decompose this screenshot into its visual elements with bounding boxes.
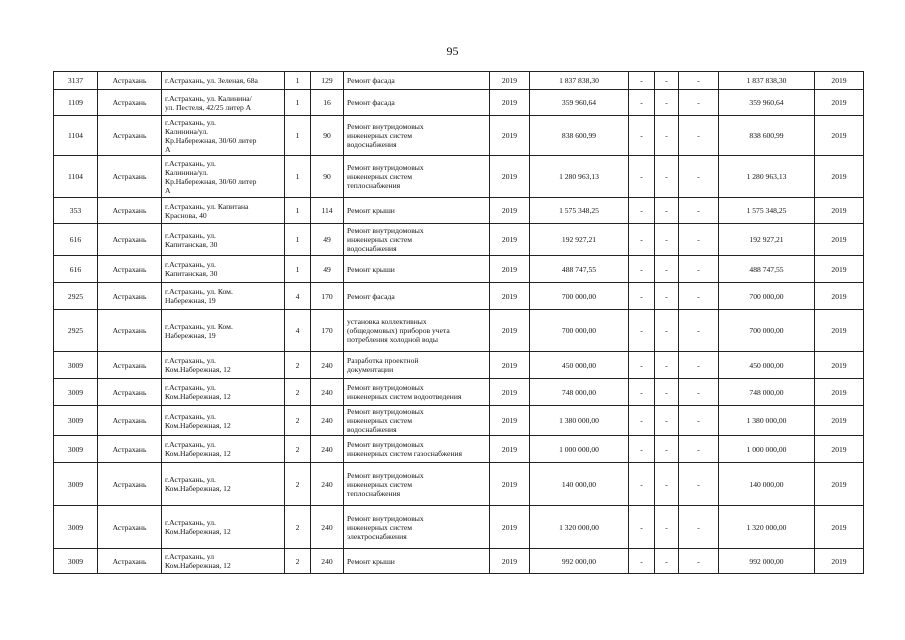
building-number-cell: 2	[285, 506, 311, 549]
table-row	[54, 463, 864, 506]
cost-cell: 992 000,00	[530, 549, 629, 574]
dash-cell-2: -	[655, 224, 679, 256]
city-cell: Астрахань	[98, 310, 162, 352]
completion-year-cell: 2019	[815, 72, 864, 90]
total-cost-cell: 992 000,00	[719, 549, 815, 574]
count-cell: 240	[311, 352, 344, 379]
count-cell: 170	[311, 283, 344, 310]
dash-cell-3: -	[679, 310, 719, 352]
count-cell: 240	[311, 506, 344, 549]
work-type-cell: Ремонт фасада	[344, 72, 490, 90]
city-cell: Астрахань	[98, 549, 162, 574]
cost-cell: 700 000,00	[530, 310, 629, 352]
cost-cell: 1 837 838,30	[530, 72, 629, 90]
table-row	[54, 436, 864, 463]
dash-cell-1: -	[629, 506, 655, 549]
address-cell: г.Астрахань, ул. Ком. Набережная, 19	[162, 310, 285, 352]
city-cell: Астрахань	[98, 463, 162, 506]
cost-cell: 450 000,00	[530, 352, 629, 379]
dash-cell-2: -	[655, 436, 679, 463]
dash-cell-2: -	[655, 506, 679, 549]
table-row	[54, 549, 864, 574]
building-number-cell: 4	[285, 310, 311, 352]
count-cell: 240	[311, 379, 344, 406]
object-id-cell: 1104	[54, 156, 98, 198]
object-id-cell: 3009	[54, 436, 98, 463]
count-cell: 49	[311, 256, 344, 283]
work-type-cell: Ремонт фасада	[344, 90, 490, 116]
address-cell: г.Астрахань, ул. Ком.Набережная, 12	[162, 406, 285, 436]
cost-cell: 1 575 348,25	[530, 198, 629, 224]
dash-cell-3: -	[679, 256, 719, 283]
total-cost-cell: 1 000 000,00	[719, 436, 815, 463]
dash-cell-3: -	[679, 549, 719, 574]
address-cell: г.Астрахань, ул. Зеленая, 68а	[162, 72, 285, 90]
object-id-cell: 3137	[54, 72, 98, 90]
table-row	[54, 379, 864, 406]
cost-cell: 1 380 000,00	[530, 406, 629, 436]
building-number-cell: 4	[285, 283, 311, 310]
table-row	[54, 283, 864, 310]
city-cell: Астрахань	[98, 156, 162, 198]
dash-cell-1: -	[629, 406, 655, 436]
dash-cell-2: -	[655, 198, 679, 224]
city-cell: Астрахань	[98, 436, 162, 463]
completion-year-cell: 2019	[815, 310, 864, 352]
city-cell: Астрахань	[98, 406, 162, 436]
work-type-cell: Ремонт внутридомовых инженерных систем водоотведения	[344, 379, 490, 406]
dash-cell-3: -	[679, 283, 719, 310]
year-cell: 2019	[490, 406, 530, 436]
city-cell: Астрахань	[98, 506, 162, 549]
building-number-cell: 2	[285, 406, 311, 436]
year-cell: 2019	[490, 224, 530, 256]
dash-cell-2: -	[655, 379, 679, 406]
dash-cell-2: -	[655, 72, 679, 90]
completion-year-cell: 2019	[815, 506, 864, 549]
dash-cell-3: -	[679, 198, 719, 224]
work-type-cell: Ремонт внутридомовых инженерных систем теплоснабжения	[344, 463, 490, 506]
address-cell: г.Астрахань, ул. Ком.Набережная, 12	[162, 463, 285, 506]
dash-cell-1: -	[629, 224, 655, 256]
dash-cell-3: -	[679, 90, 719, 116]
cost-cell: 1 320 000,00	[530, 506, 629, 549]
total-cost-cell: 1 575 348,25	[719, 198, 815, 224]
completion-year-cell: 2019	[815, 116, 864, 156]
object-id-cell: 2925	[54, 283, 98, 310]
count-cell: 16	[311, 90, 344, 116]
address-cell: г.Астрахань, ул. Ком.Набережная, 12	[162, 506, 285, 549]
table-row	[54, 310, 864, 352]
building-number-cell: 1	[285, 198, 311, 224]
dash-cell-1: -	[629, 256, 655, 283]
cost-cell: 192 927,21	[530, 224, 629, 256]
object-id-cell: 3009	[54, 379, 98, 406]
year-cell: 2019	[490, 156, 530, 198]
object-id-cell: 1104	[54, 116, 98, 156]
table-row	[54, 506, 864, 549]
total-cost-cell: 1 320 000,00	[719, 506, 815, 549]
building-number-cell: 2	[285, 352, 311, 379]
table-row	[54, 352, 864, 379]
address-cell: г.Астрахань, ул. Ком.Набережная, 12	[162, 352, 285, 379]
city-cell: Астрахань	[98, 72, 162, 90]
year-cell: 2019	[490, 463, 530, 506]
completion-year-cell: 2019	[815, 352, 864, 379]
dash-cell-2: -	[655, 352, 679, 379]
completion-year-cell: 2019	[815, 224, 864, 256]
dash-cell-1: -	[629, 352, 655, 379]
table-body	[54, 72, 864, 574]
dash-cell-2: -	[655, 463, 679, 506]
year-cell: 2019	[490, 549, 530, 574]
dash-cell-1: -	[629, 436, 655, 463]
dash-cell-3: -	[679, 379, 719, 406]
dash-cell-3: -	[679, 116, 719, 156]
year-cell: 2019	[490, 379, 530, 406]
dash-cell-3: -	[679, 156, 719, 198]
address-cell: г.Астрахань, ул. Капитанская, 30	[162, 224, 285, 256]
table-row	[54, 406, 864, 436]
count-cell: 240	[311, 549, 344, 574]
dash-cell-3: -	[679, 224, 719, 256]
city-cell: Астрахань	[98, 224, 162, 256]
work-type-cell: Ремонт крыши	[344, 549, 490, 574]
table-row	[54, 256, 864, 283]
count-cell: 240	[311, 406, 344, 436]
dash-cell-3: -	[679, 506, 719, 549]
work-type-cell: Ремонт внутридомовых инженерных систем водоснабжения	[344, 406, 490, 436]
year-cell: 2019	[490, 352, 530, 379]
dash-cell-1: -	[629, 549, 655, 574]
cost-cell: 1 280 963,13	[530, 156, 629, 198]
address-cell: г.Астрахань, ул. Ком. Набережная, 19	[162, 283, 285, 310]
building-number-cell: 1	[285, 156, 311, 198]
count-cell: 170	[311, 310, 344, 352]
completion-year-cell: 2019	[815, 379, 864, 406]
address-cell: г.Астрахань, ул. Капитанская, 30	[162, 256, 285, 283]
count-cell: 240	[311, 463, 344, 506]
city-cell: Астрахань	[98, 379, 162, 406]
work-type-cell: Ремонт внутридомовых инженерных систем газоснабжения	[344, 436, 490, 463]
city-cell: Астрахань	[98, 90, 162, 116]
completion-year-cell: 2019	[815, 198, 864, 224]
year-cell: 2019	[490, 198, 530, 224]
work-type-cell: Ремонт крыши	[344, 198, 490, 224]
dash-cell-1: -	[629, 90, 655, 116]
completion-year-cell: 2019	[815, 156, 864, 198]
total-cost-cell: 140 000,00	[719, 463, 815, 506]
table-row	[54, 116, 864, 156]
object-id-cell: 3009	[54, 549, 98, 574]
total-cost-cell: 192 927,21	[719, 224, 815, 256]
total-cost-cell: 1 837 838,30	[719, 72, 815, 90]
building-number-cell: 1	[285, 224, 311, 256]
address-cell: г.Астрахань, ул. Ком.Набережная, 12	[162, 379, 285, 406]
table-row	[54, 156, 864, 198]
year-cell: 2019	[490, 90, 530, 116]
address-cell: г.Астрахань, ул Ком.Набережная, 12	[162, 549, 285, 574]
total-cost-cell: 488 747,55	[719, 256, 815, 283]
dash-cell-1: -	[629, 72, 655, 90]
work-type-cell: Ремонт крыши	[344, 256, 490, 283]
city-cell: Астрахань	[98, 283, 162, 310]
completion-year-cell: 2019	[815, 283, 864, 310]
cost-cell: 838 600,99	[530, 116, 629, 156]
dash-cell-3: -	[679, 406, 719, 436]
completion-year-cell: 2019	[815, 90, 864, 116]
object-id-cell: 616	[54, 256, 98, 283]
year-cell: 2019	[490, 283, 530, 310]
page-number: 95	[446, 44, 459, 58]
count-cell: 90	[311, 116, 344, 156]
object-id-cell: 3009	[54, 506, 98, 549]
dash-cell-2: -	[655, 90, 679, 116]
year-cell: 2019	[490, 72, 530, 90]
year-cell: 2019	[490, 310, 530, 352]
completion-year-cell: 2019	[815, 406, 864, 436]
table-row	[54, 90, 864, 116]
work-type-cell: Ремонт внутридомовых инженерных систем теплоснабжения	[344, 156, 490, 198]
cost-cell: 359 960,64	[530, 90, 629, 116]
city-cell: Астрахань	[98, 256, 162, 283]
cost-cell: 700 000,00	[530, 283, 629, 310]
work-type-cell: Ремонт внутридомовых инженерных систем электроснабжения	[344, 506, 490, 549]
dash-cell-2: -	[655, 549, 679, 574]
table-row	[54, 198, 864, 224]
dash-cell-3: -	[679, 436, 719, 463]
building-number-cell: 1	[285, 90, 311, 116]
total-cost-cell: 450 000,00	[719, 352, 815, 379]
building-number-cell: 1	[285, 116, 311, 156]
total-cost-cell: 700 000,00	[719, 310, 815, 352]
work-type-cell: Ремонт внутридомовых инженерных систем водоснабжения	[344, 224, 490, 256]
dash-cell-2: -	[655, 116, 679, 156]
cost-cell: 140 000,00	[530, 463, 629, 506]
address-cell: г.Астрахань, ул. Калинина/ ул. Пестеля, 42/25 литер А	[162, 90, 285, 116]
dash-cell-1: -	[629, 198, 655, 224]
work-type-cell: Ремонт внутридомовых инженерных систем водоснабжения	[344, 116, 490, 156]
dash-cell-3: -	[679, 352, 719, 379]
total-cost-cell: 1 280 963,13	[719, 156, 815, 198]
total-cost-cell: 748 000,00	[719, 379, 815, 406]
building-number-cell: 2	[285, 549, 311, 574]
completion-year-cell: 2019	[815, 436, 864, 463]
count-cell: 49	[311, 224, 344, 256]
city-cell: Астрахань	[98, 116, 162, 156]
building-number-cell: 1	[285, 256, 311, 283]
dash-cell-2: -	[655, 310, 679, 352]
completion-year-cell: 2019	[815, 549, 864, 574]
completion-year-cell: 2019	[815, 463, 864, 506]
total-cost-cell: 838 600,99	[719, 116, 815, 156]
year-cell: 2019	[490, 116, 530, 156]
dash-cell-1: -	[629, 379, 655, 406]
count-cell: 114	[311, 198, 344, 224]
object-id-cell: 2925	[54, 310, 98, 352]
work-type-cell: Ремонт фасада	[344, 283, 490, 310]
count-cell: 240	[311, 436, 344, 463]
count-cell: 90	[311, 156, 344, 198]
dash-cell-2: -	[655, 256, 679, 283]
year-cell: 2019	[490, 436, 530, 463]
total-cost-cell: 700 000,00	[719, 283, 815, 310]
building-number-cell: 1	[285, 72, 311, 90]
address-cell: г.Астрахань, ул. Ком.Набережная, 12	[162, 436, 285, 463]
cost-cell: 748 000,00	[530, 379, 629, 406]
building-number-cell: 2	[285, 463, 311, 506]
work-type-cell: установка коллективных (общедомовых) приборов учета потребления холодной воды	[344, 310, 490, 352]
object-id-cell: 3009	[54, 352, 98, 379]
cost-cell: 488 747,55	[530, 256, 629, 283]
repair-program-table	[53, 71, 864, 574]
dash-cell-1: -	[629, 283, 655, 310]
table-row	[54, 224, 864, 256]
year-cell: 2019	[490, 506, 530, 549]
total-cost-cell: 1 380 000,00	[719, 406, 815, 436]
city-cell: Астрахань	[98, 198, 162, 224]
dash-cell-3: -	[679, 463, 719, 506]
building-number-cell: 2	[285, 379, 311, 406]
address-cell: г.Астрахань, ул. Капитана Краснова, 40	[162, 198, 285, 224]
work-type-cell: Разработка проектной документации	[344, 352, 490, 379]
dash-cell-1: -	[629, 310, 655, 352]
dash-cell-2: -	[655, 156, 679, 198]
table-row	[54, 72, 864, 90]
completion-year-cell: 2019	[815, 256, 864, 283]
dash-cell-1: -	[629, 463, 655, 506]
address-cell: г.Астрахань, ул. Калинина/ул. Кр.Набережная, 30/60 литер А	[162, 156, 285, 198]
dash-cell-2: -	[655, 283, 679, 310]
cost-cell: 1 000 000,00	[530, 436, 629, 463]
year-cell: 2019	[490, 256, 530, 283]
building-number-cell: 2	[285, 436, 311, 463]
count-cell: 129	[311, 72, 344, 90]
dash-cell-3: -	[679, 72, 719, 90]
dash-cell-1: -	[629, 116, 655, 156]
object-id-cell: 353	[54, 198, 98, 224]
object-id-cell: 1109	[54, 90, 98, 116]
object-id-cell: 616	[54, 224, 98, 256]
city-cell: Астрахань	[98, 352, 162, 379]
address-cell: г.Астрахань, ул. Калинина/ул. Кр.Набережная, 30/60 литер А	[162, 116, 285, 156]
dash-cell-2: -	[655, 406, 679, 436]
dash-cell-1: -	[629, 156, 655, 198]
object-id-cell: 3009	[54, 463, 98, 506]
total-cost-cell: 359 960,64	[719, 90, 815, 116]
object-id-cell: 3009	[54, 406, 98, 436]
